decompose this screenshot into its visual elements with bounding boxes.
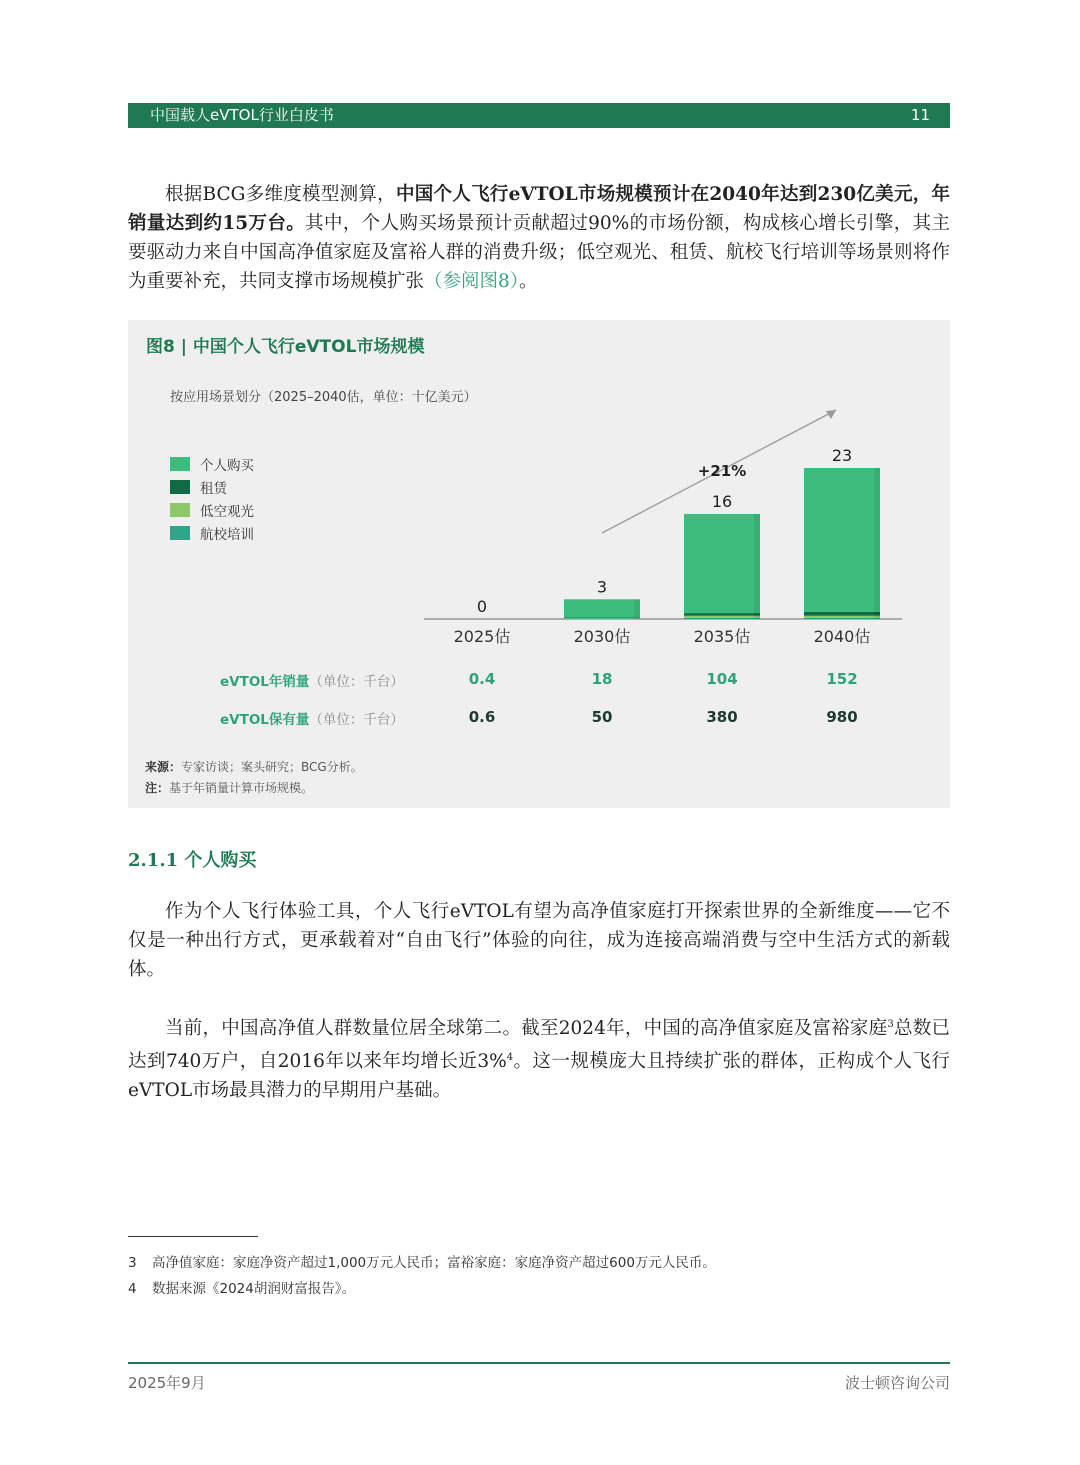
bar-segment bbox=[684, 618, 760, 619]
footnote-4 bbox=[128, 1277, 355, 1297]
bar-segment bbox=[804, 612, 880, 616]
intro-bold: 中国个人飞行eVTOL市场规模预计在2040年达到230亿美元，年销量达到约15万台。 bbox=[128, 184, 951, 234]
fleet-value: 980 bbox=[826, 708, 858, 726]
x-tick-label: 2030估 bbox=[573, 627, 631, 646]
page-number: 11 bbox=[910, 106, 930, 124]
x-tick-label: 2025估 bbox=[453, 627, 511, 646]
sales-value: 18 bbox=[591, 670, 613, 688]
section-text-2b: 总数已达到740万户，自2016年以来年均增长近3% bbox=[128, 1018, 950, 1073]
section-text-2c: 。这一规模庞大且持续扩张的群体，正构成个人飞行eVTOL市场最具潜力的早期用户基础。 bbox=[128, 1051, 950, 1102]
intro-text-1: 根据BCG多维度模型测算， bbox=[165, 184, 396, 205]
bar-segment bbox=[684, 616, 760, 618]
figure-title: 图8 | 中国个人飞行eVTOL市场规模 bbox=[146, 337, 425, 357]
source-text: 专家访谈；案头研究；BCG分析。 bbox=[181, 760, 363, 774]
note-label: 注： bbox=[145, 781, 170, 795]
fleet-value: 50 bbox=[591, 708, 613, 726]
footer-org: 波士顿咨询公司 bbox=[844, 1374, 950, 1392]
source-label: 来源： bbox=[145, 760, 182, 774]
fleet-row-label bbox=[220, 708, 404, 728]
market-size-chart bbox=[128, 320, 950, 660]
intro-end: 。 bbox=[519, 271, 538, 292]
x-tick-label: 2040估 bbox=[813, 627, 871, 646]
intro-paragraph bbox=[128, 180, 950, 296]
section-paragraph-1 bbox=[128, 897, 950, 984]
figure-subtitle: 按应用场景划分（2025–2040估，单位：十亿美元） bbox=[170, 390, 477, 405]
footnote-ref-4[interactable]: 4 bbox=[506, 1052, 514, 1064]
section-text-2a: 当前，中国高净值人群数量位居全球第二。截至2024年，中国的高净值家庭及富裕家庭 bbox=[165, 1018, 888, 1040]
legend-label: 个人购买 bbox=[200, 457, 254, 474]
sales-value: 152 bbox=[826, 670, 858, 688]
bar-total-label: 0 bbox=[476, 597, 488, 616]
bar-shade bbox=[874, 468, 880, 619]
footnote-text: 高净值家庭：家庭净资产超过1,000万元人民币；富裕家庭：家庭净资产超过600万元人民币。 bbox=[152, 1255, 716, 1271]
sales-row-label bbox=[220, 670, 404, 690]
header-bar bbox=[128, 103, 950, 128]
sales-unit: （单位：千台） bbox=[309, 674, 404, 690]
bar-segment bbox=[804, 616, 880, 618]
bar-shade bbox=[634, 599, 640, 619]
legend-label: 航校培训 bbox=[200, 526, 254, 543]
bar-shade bbox=[754, 514, 760, 619]
bar-segment bbox=[684, 514, 760, 613]
bar-segment bbox=[804, 468, 880, 612]
footnote-number: 4 bbox=[128, 1281, 137, 1297]
fleet-label: eVTOL保有量 bbox=[220, 712, 310, 728]
document-title: 中国载人eVTOL行业白皮书 bbox=[150, 106, 334, 124]
figure-reference-link[interactable]: （参阅图8） bbox=[424, 271, 520, 292]
figure-note bbox=[145, 779, 313, 796]
bar-total-label: 16 bbox=[711, 491, 733, 511]
fleet-unit: （单位：千台） bbox=[309, 712, 404, 728]
bar-segment bbox=[564, 599, 640, 617]
sales-label: eVTOL年销量 bbox=[220, 674, 310, 690]
figure-source bbox=[145, 758, 363, 775]
intro-text-2: 其中，个人购买场景预计贡献超过90%的市场份额，构成核心增长引擎，其主要驱动力来自中国高净值家庭及富裕人群的消费升级；低空观光、租赁、航校飞行培训等场景则将作为重要补充，共同支撑市场规模扩张 bbox=[128, 213, 951, 292]
footnote-number: 3 bbox=[128, 1255, 137, 1271]
fleet-value: 380 bbox=[706, 708, 738, 726]
footer-divider bbox=[128, 1362, 950, 1364]
growth-label: +21% bbox=[697, 462, 747, 480]
x-tick-label: 2035估 bbox=[693, 627, 751, 646]
sales-value: 104 bbox=[706, 670, 738, 688]
bar-segment bbox=[804, 618, 880, 619]
section-paragraph-2 bbox=[128, 1010, 950, 1105]
note-text: 基于年销量计算市场规模。 bbox=[169, 781, 314, 795]
legend-label: 租赁 bbox=[200, 480, 227, 497]
section-heading: 2.1.1 个人购买 bbox=[128, 850, 257, 871]
fleet-value: 0.6 bbox=[468, 708, 496, 726]
footnote-ref-3[interactable]: 3 bbox=[887, 1019, 894, 1030]
bar-total-label: 23 bbox=[831, 446, 853, 465]
bar-segment bbox=[564, 618, 640, 619]
bar-segment bbox=[564, 617, 640, 618]
legend-label: 低空观光 bbox=[200, 503, 254, 520]
sales-value: 0.4 bbox=[468, 670, 496, 688]
bar-total-label: 3 bbox=[596, 577, 608, 597]
footnote-divider bbox=[128, 1236, 258, 1237]
footer-date: 2025年9月 bbox=[128, 1374, 206, 1392]
footnote-text: 数据来源《2024胡润财富报告》。 bbox=[152, 1281, 356, 1297]
section-text-1: 作为个人飞行体验工具，个人飞行eVTOL有望为高净值家庭打开探索世界的全新维度——它不仅是一种出行方式，更承载着对“自由飞行”体验的向往，成为连接高端消费与空中生活方式的新载体。 bbox=[128, 901, 950, 980]
bar-segment bbox=[564, 618, 640, 619]
bar-segment bbox=[684, 613, 760, 616]
footnote-3 bbox=[128, 1251, 716, 1271]
